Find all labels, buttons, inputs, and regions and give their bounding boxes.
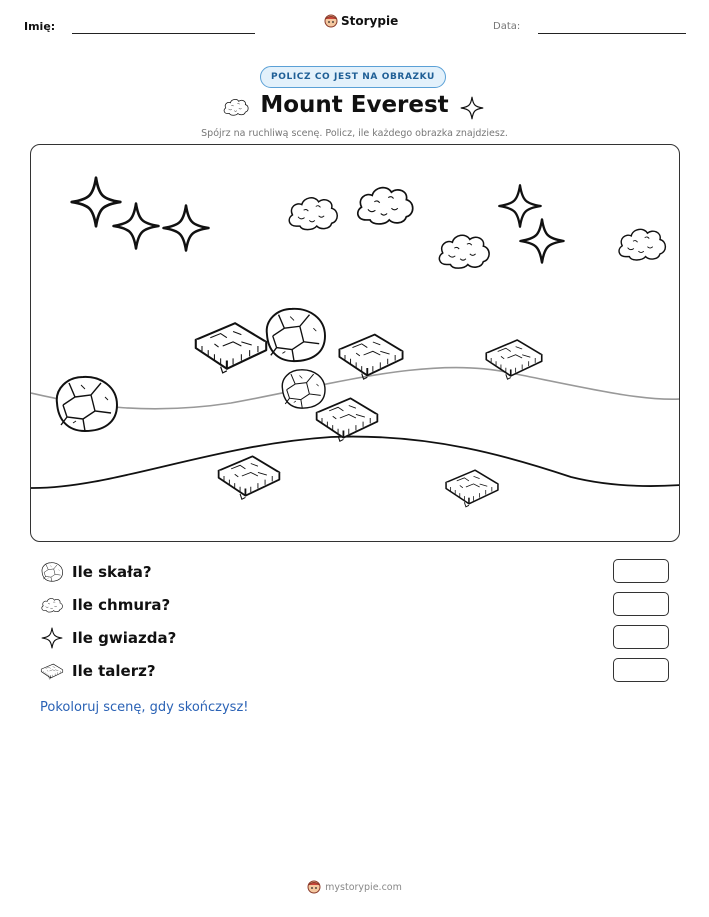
question-label: Ile gwiazda? xyxy=(72,629,177,647)
storypie-mascot-icon xyxy=(307,880,321,894)
name-label: Imię: xyxy=(24,20,56,33)
question-plate xyxy=(40,658,156,684)
question-label: Ile chmura? xyxy=(72,596,171,614)
question-star xyxy=(40,625,176,651)
footer-url[interactable]: mystorypie.com xyxy=(325,881,402,893)
date-input-line[interactable] xyxy=(538,33,686,34)
question-rock xyxy=(40,559,152,585)
scene-illustration xyxy=(31,145,680,542)
scene-plate xyxy=(317,398,378,441)
cloud-icon xyxy=(40,595,64,615)
answer-box-star[interactable] xyxy=(613,625,669,649)
question-cloud xyxy=(40,592,170,618)
scene-star xyxy=(164,206,209,251)
storypie-mascot-icon xyxy=(324,14,338,28)
question-label: Ile skała? xyxy=(72,563,152,581)
question-label: Ile talerz? xyxy=(72,662,156,680)
brand-name: Storypie xyxy=(341,14,399,28)
counting-scene xyxy=(30,144,680,542)
scene-star xyxy=(499,185,540,226)
scene-cloud xyxy=(439,235,489,268)
star-icon xyxy=(460,96,484,120)
activity-badge: POLICZ CO JEST NA OBRAZKU xyxy=(260,66,446,88)
scene-star xyxy=(114,204,159,249)
scene-cloud xyxy=(619,229,665,260)
rock-icon xyxy=(40,561,64,583)
page-subtitle: Spójrz na ruchliwą scenę. Policz, ile każdego obrazka znajdziesz. xyxy=(201,128,508,139)
answer-box-plate[interactable] xyxy=(613,658,669,682)
answer-box-rock[interactable] xyxy=(613,559,669,583)
scene-plate xyxy=(219,456,280,499)
scene-plate xyxy=(196,323,266,373)
date-label: Data: xyxy=(493,21,521,32)
brand-logo xyxy=(324,14,398,28)
scene-plate xyxy=(446,470,498,507)
scene-rock xyxy=(267,309,325,361)
scene-cloud xyxy=(289,198,337,230)
scene-star xyxy=(72,178,121,227)
star-icon xyxy=(40,627,64,649)
answer-box-cloud[interactable] xyxy=(613,592,669,616)
scene-rock xyxy=(57,377,117,431)
scene-plate xyxy=(486,340,541,379)
page-title: Mount Everest xyxy=(260,92,449,118)
scene-star xyxy=(520,219,563,262)
scene-rock xyxy=(282,370,325,408)
coloring-instruction: Pokoloruj scenę, gdy skończysz! xyxy=(40,700,249,715)
name-input-line[interactable] xyxy=(72,33,255,34)
scene-cloud xyxy=(358,188,413,224)
footer xyxy=(0,880,709,894)
plate-icon xyxy=(40,661,64,681)
